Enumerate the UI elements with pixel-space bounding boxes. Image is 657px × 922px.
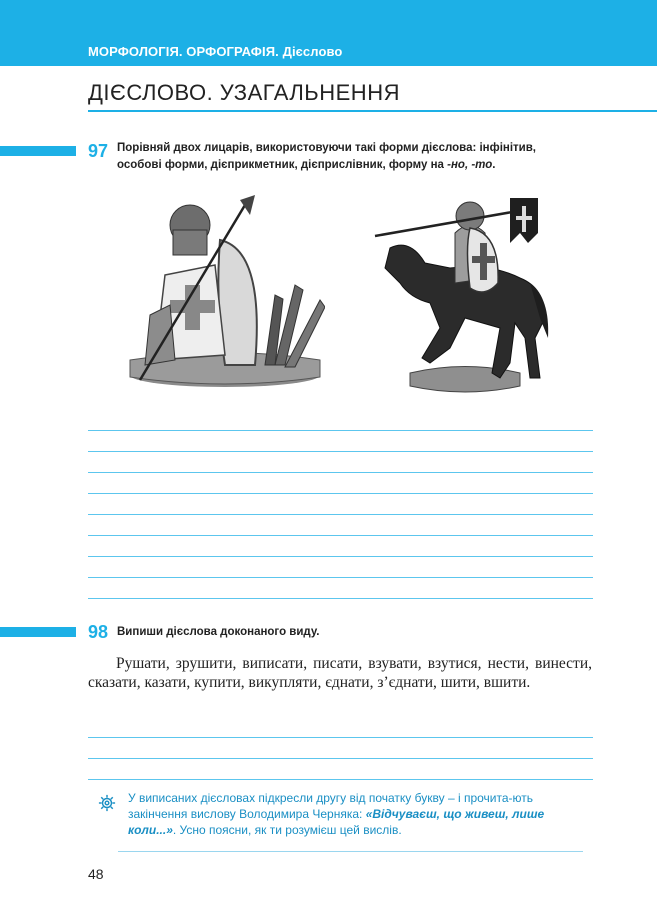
writing-line[interactable] bbox=[88, 577, 593, 578]
writing-line[interactable] bbox=[88, 493, 593, 494]
note-part1: У виписаних дієсловах підкресли другу від початку букву – і прочита-ють закінчення вислову Володимира Черняка: bbox=[128, 791, 534, 821]
section-header-topic: Дієслово bbox=[282, 44, 343, 59]
writing-line[interactable] bbox=[88, 472, 593, 473]
exercise-97-period: . bbox=[492, 159, 496, 171]
section-header-bold: МОРФОЛОГІЯ. ОРФОГРАФІЯ. bbox=[88, 44, 279, 59]
exercise-98-word-list: Рушати, зрушити, виписати, писати, взувати, взутися, нести, винести, сказати, казати, купити, викупляти, єднати, з’єднати, шити, вшити. bbox=[88, 655, 592, 691]
exercise-97-number: 97 bbox=[88, 141, 109, 161]
writing-line[interactable] bbox=[88, 737, 593, 738]
section-header bbox=[88, 44, 342, 59]
exercise-98-number: 98 bbox=[88, 622, 109, 642]
exercise-97-tab bbox=[0, 146, 76, 156]
writing-line[interactable] bbox=[88, 451, 593, 452]
writing-line[interactable] bbox=[88, 514, 593, 515]
gear-icon bbox=[98, 794, 116, 812]
writing-line[interactable] bbox=[88, 598, 593, 599]
exercise-97-line2: особові форми, дієприкметник, дієприслівник, форму на bbox=[117, 159, 448, 171]
title-rule bbox=[88, 110, 657, 112]
writing-line[interactable] bbox=[88, 556, 593, 557]
writing-line[interactable] bbox=[88, 758, 593, 759]
note-text bbox=[128, 790, 593, 838]
writing-line[interactable] bbox=[88, 430, 593, 431]
exercise-98-instruction: Випиши дієслова доконаного виду. bbox=[117, 626, 320, 638]
mounted-knight-image bbox=[370, 188, 560, 393]
page-number: 48 bbox=[88, 866, 104, 882]
writing-line[interactable] bbox=[118, 851, 583, 852]
exercise-97-suffixes: -но, -то bbox=[447, 159, 493, 171]
exercise-98-tab bbox=[0, 627, 76, 637]
writing-line[interactable] bbox=[88, 535, 593, 536]
exercise-97-instruction bbox=[117, 140, 536, 174]
exercise-97-line1: Порівняй двох лицарів, використовуючи такі форми дієслова: інфінітив, bbox=[117, 142, 536, 154]
note-quote: «Відчуваєш, що живеш, лише коли...» bbox=[128, 807, 545, 837]
page-title: ДІЄСЛОВО. УЗАГАЛЬНЕННЯ bbox=[88, 80, 400, 105]
writing-line[interactable] bbox=[88, 779, 593, 780]
note-part2: . Усно поясни, як ти розумієш цей вислів. bbox=[172, 823, 402, 837]
kneeling-knight-image bbox=[125, 195, 325, 390]
